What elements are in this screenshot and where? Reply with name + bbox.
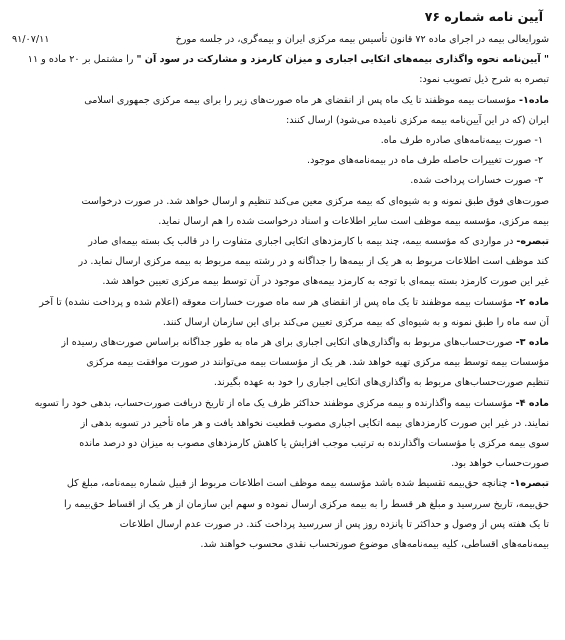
intro-text: شورایعالی بیمه در اجرای ماده ۷۲ قانون تأسیس بیمه مرکزی ایران و بیمه‌گری، در جلسه مورخ — [175, 34, 549, 45]
article-4-line: نمایند. در غیر این صورت کارمزدهای بیمه اتکایی اجباری مصوب قطعیت نخواهد یافت و هر ماه تأخیر در تسویه بدهی از — [80, 417, 549, 429]
article-2-text: مؤسسات بیمه موظفند تا یک ماه پس از انقضای هر سه ماه صورت خسارات معوقه (اعلام شده و پرداخت نشده) تا آخر — [39, 296, 513, 308]
article-4-line: سوی بیمه مرکزی یا مؤسسات واگذارنده به ترتیب موجب افزایش یا کاهش کارمزدهای مصوب به میزان دو درصد مانده — [79, 438, 549, 450]
note-text: در مواردی که مؤسسه بیمه، چند بیمه با کارمزدهای اتکایی اجباری متفاوت را در قالب یک بسته بیمه‌ای صادر — [88, 236, 514, 248]
note-line — [12, 232, 549, 252]
article-3-label: ماده ۳- — [515, 337, 549, 349]
intro-line-2-tail: را مشتمل بر ۲۰ ماده و ۱۱ — [27, 54, 134, 66]
article-1-item: ۱- صورت بیمه‌نامه‌های صادره طرف ماه. — [380, 135, 543, 147]
article-1-paragraph-line: صورت‌های فوق طبق نمونه و به شیوه‌ای که بیمه مرکزی معین می‌کند تنظیم و ارسال خواهد شد. در صورت درخواست — [81, 195, 549, 207]
article-1-text: مؤسسات بیمه موظفند تا یک ماه پس از انقضای هر ماه صورت‌های زیر را برای بیمه مرکزی جمهوری اسلامی — [84, 94, 516, 106]
article-4-label: ماده ۴- — [515, 397, 549, 409]
article-3-text: صورت‌حساب‌های مربوط به واگذاری‌های اتکایی اجباری برای هر ماه به طور جداگانه براساس صورت‌های رسیده از — [61, 337, 513, 349]
article-1-line — [12, 91, 549, 111]
article-2-label: ماده ۲- — [515, 296, 549, 308]
article-4-text: مؤسسات بیمه واگذارنده و بیمه مرکزی موظفند حداکثر ظرف یک ماه از تاریخ دریافت صورت‌حساب، بدهی خود را تسویه — [34, 397, 513, 409]
note-1-text: چنانچه حق‌بیمه تقسیط شده باشد مؤسسه بیمه موظف است اطلاعات مربوط از قبیل شماره بیمه‌نامه، مبلغ کل — [66, 478, 508, 490]
note-1-line: بیمه‌نامه‌های اقساطی، کلیه بیمه‌نامه‌های موضوع صورتحساب نقدی محسوب خواهند شد. — [200, 539, 549, 551]
intro-line-3: تبصره به شرح ذیل تصویب نمود: — [419, 74, 549, 86]
note-1-label: تبصره۱- — [510, 478, 549, 490]
article-3-line — [12, 333, 549, 353]
regulation-name: " آیین‌نامه نحوه واگذاری بیمه‌های اتکایی اجباری و میزان کارمزد و مشارکت در سود آن " — [136, 54, 549, 66]
article-3-line: تنظیم صورت‌حساب‌های مربوط به واگذاری‌های اتکایی اجباری را خود به عهده بگیرند. — [213, 377, 549, 389]
note-1-line: تا یک هفته پس از وصول و حداکثر تا پانزده روز پس از سررسید پرداخت کند. در صورت عدم ارسال اطلاعات — [119, 518, 549, 530]
note-1-line: حق‌بیمه، تاریخ سررسید و مبلغ هر قسط را به بیمه مرکزی ارسال نموده و سهم این سازمان از هر یک از اقساط حق‌بیمه را — [64, 498, 549, 510]
article-1-paragraph-line: بیمه مرکزی، مؤسسه بیمه موظف است سایر اطلاعات و اسناد درخواست شده را هم ارسال نماید. — [158, 215, 549, 227]
article-1-item: ۲- صورت تغییرات حاصله طرف ماه در بیمه‌نامه‌های موجود. — [307, 155, 543, 167]
document-title: آیین نامه شماره ۷۶ — [424, 9, 543, 24]
article-1-label: ماده۱- — [519, 94, 549, 106]
note-1-line — [12, 474, 549, 494]
article-2-line — [12, 293, 549, 313]
article-3-line: مؤسسات بیمه توسط بیمه مرکزی تهیه خواهد شد. هر یک از مؤسسات بیمه می‌توانند در صورت موافقت بیمه مرکزی — [86, 357, 549, 369]
article-1-line: ایران (که در این آیین‌نامه بیمه مرکزی نامیده می‌شود) ارسال کنند: — [286, 114, 549, 126]
article-4-line: صورت‌حساب خواهد بود. — [451, 458, 549, 470]
note-line: کند موظف است اطلاعات مربوط به هر یک از بیمه‌ها را جداگانه و در رشته بیمه مربوط به بیمه مرکزی ارسال نماید. در — [78, 256, 549, 268]
session-date: ۹۱/۰۷/۱۱ — [12, 34, 50, 45]
intro-line-2 — [12, 50, 549, 70]
note-line: غیر این صورت کارمزد بسته بیمه‌ای با توجه به کارمزد بیمه‌های موجود در آن توسط بیمه مرکزی تعیین خواهد شد. — [102, 276, 549, 288]
article-1-item: ۳- صورت خسارات پرداخت شده. — [410, 175, 543, 187]
intro-line-1 — [12, 30, 549, 50]
article-4-line — [12, 394, 549, 414]
note-label: تبصره- — [516, 236, 549, 248]
article-2-line: آن سه ماه را طبق نمونه و به شیوه‌ای که بیمه مرکزی تعیین می‌کند برای این سازمان ارسال کنند. — [162, 316, 549, 328]
